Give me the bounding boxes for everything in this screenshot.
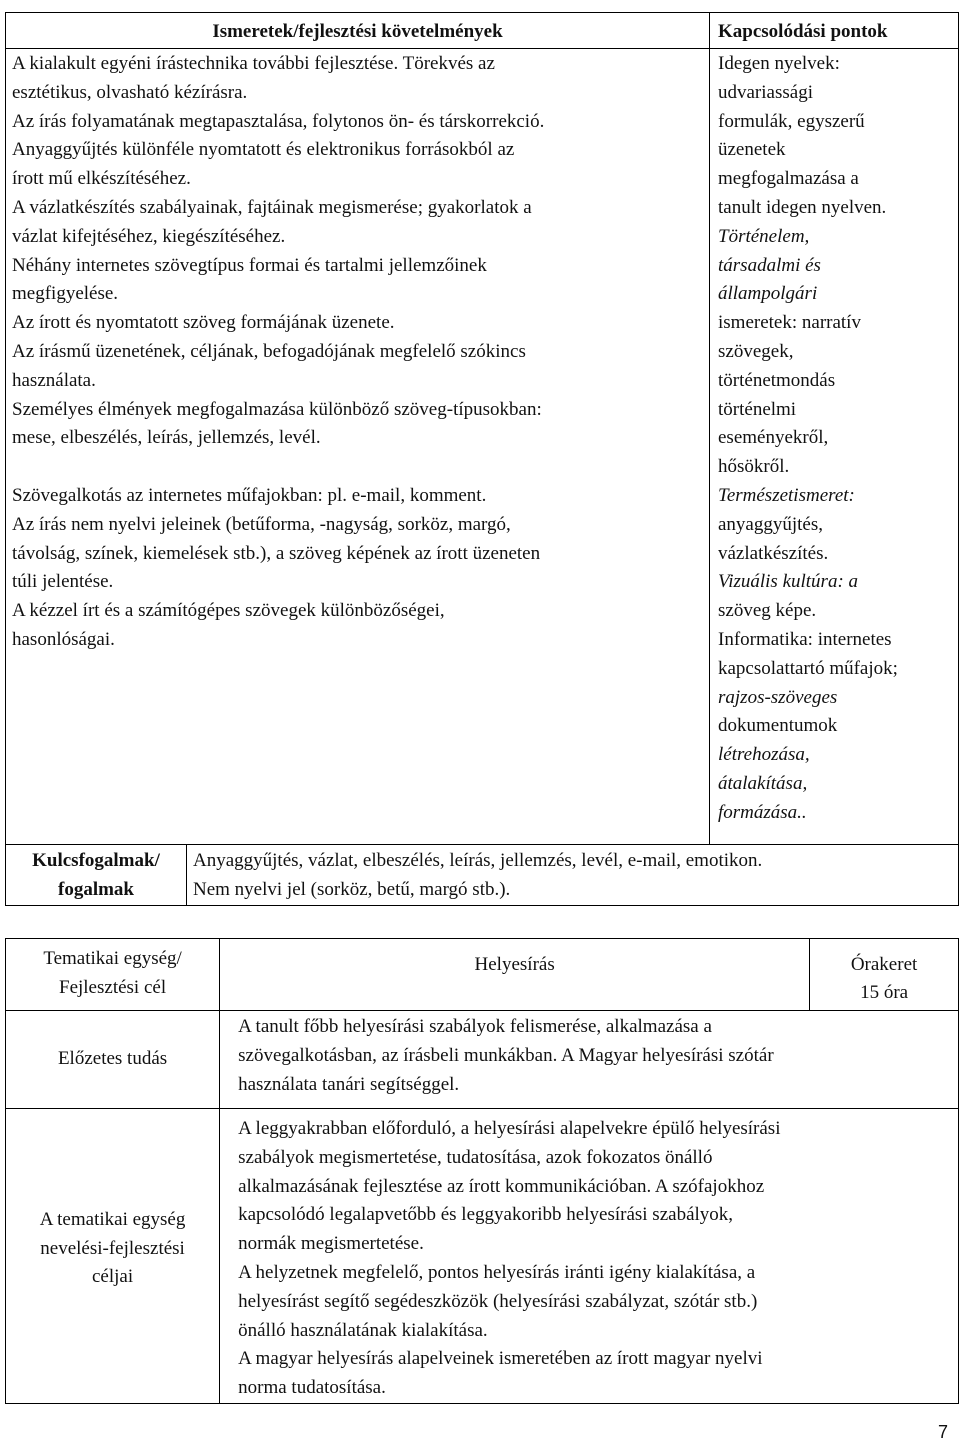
prior-knowledge-lines [238,1013,952,1099]
header-connections [710,13,959,49]
key-concepts-label [6,845,187,906]
text-line: írott mű elkészítéséhez. [12,168,191,190]
text-line: ismeretek: narratív [718,312,861,334]
text-line: vázlatkészítés. [718,542,829,564]
prior-knowledge-cell [220,1011,959,1109]
text-line [12,453,703,482]
requirements-table [5,12,959,906]
text-line: használata. [12,369,96,391]
text-line: állampolgári [718,283,818,305]
text-line: formulák, egyszerű [718,110,865,132]
text-line: Anyaggyűjtés különféle nyomtatott és elektronikus forrásokból az [12,139,515,161]
text-line: távolság, színek, kiemelések stb.), a szöveg képének az írott üzeneten [12,542,541,564]
text-line: udvariassági [718,81,813,103]
text-line: Szövegalkotás az internetes műfajokban: pl. e-mail, komment. [12,484,487,506]
text-line: dokumentumok [718,715,838,737]
goals-label [6,1109,220,1404]
header-requirements-text: Ismeretek/fejlesztési követelmények [212,21,503,42]
text-line: üzenetek [718,139,786,161]
thematic-unit-table [5,938,959,1404]
page-number: 7 [937,1422,948,1442]
goals-label-line: céljai [91,1266,134,1288]
thematic-unit-label-line: Tematikai egység/ [43,948,182,969]
topic-cell [220,939,810,1011]
key-concepts-cell [187,845,959,906]
connections-lines [718,50,958,828]
text-line: Idegen nyelvek: [718,53,840,74]
text-line: Természetismeret: [718,484,855,506]
text-line: norma tudatosítása. [238,1377,386,1399]
text-line: eseményekről, [718,427,829,449]
text-line: Személyes élmények megfogalmazása különböző szöveg-típusokban: [12,398,542,420]
text-line: A helyzetnek megfelelő, pontos helyesírás iránti igény kialakítása, a [238,1261,756,1283]
topic-title: Helyesírás [474,954,555,975]
text-line: esztétikus, olvasható kézírásra. [12,81,248,103]
text-line: szövegek, [718,340,794,362]
text-line: történelmi [718,398,797,420]
goals-cell [220,1109,959,1404]
text-line: Az írott és nyomtatott szöveg formájának üzenete. [12,312,395,334]
requirements-lines [12,50,703,655]
key-concepts-line: Nem nyelvi jel (sorköz, betű, margó stb.). [193,878,511,900]
key-concepts-label-line: Kulcsfogalmak/ [32,850,160,871]
text-line: szövegalkotásban, az írásbeli munkákban. A Magyar helyesírási szótár [238,1044,774,1066]
text-line: vázlat kifejtéséhez, kiegészítéséhez. [12,225,286,247]
text-line: A kialakult egyéni írástechnika további fejlesztése. Törekvés az [12,53,495,74]
text-line: szöveg képe. [718,600,817,622]
text-line: hősökről. [718,456,790,478]
connections-cell [710,49,959,845]
text-line: Az írás nem nyelvi jeleinek (betűforma, -nagyság, sorköz, margó, [12,513,511,535]
text-line: megfogalmazása a [718,168,859,190]
text-line: önálló használatának kialakítása. [238,1319,488,1341]
prior-knowledge-label [6,1011,220,1109]
header-connections-text: Kapcsolódási pontok [718,21,888,42]
text-line: mese, elbeszélés, leírás, jellemzés, levél. [12,427,321,449]
goals-label-line: nevelési-fejlesztési [40,1237,185,1259]
text-line: rajzos-szöveges [718,686,838,708]
text-line: szabályok megismertetése, tudatosítása, azok fokozatos önálló [238,1146,713,1168]
goals-lines [238,1115,952,1403]
text-line: túli jelentése. [12,571,114,593]
text-line: alkalmazásának fejlesztése az írott kommunikációban. A szófajokhoz [238,1175,765,1197]
text-line: Vizuális kultúra: a [718,571,859,593]
text-line: Az írás folyamatának megtapasztalása, folytonos ön- és társkorrekció. [12,110,545,132]
text-line: átalakítása, [718,772,808,794]
text-line: hasonlóságai. [12,628,115,650]
text-line: Az írásmű üzenetének, céljának, befogadójának megfelelő szókincs [12,340,526,362]
text-line: kapcsolattartó műfajok; [718,657,898,679]
text-line: A tanult főbb helyesírási szabályok felismerése, alkalmazása a [238,1016,712,1037]
time-frame-cell [810,939,959,1011]
text-line: Informatika: internetes [718,628,892,650]
text-line: használata tanári segítséggel. [238,1073,460,1095]
text-line: formázása.. [718,801,807,823]
text-line: Néhány internetes szövegtípus formai és tartalmi jellemzőinek [12,254,487,276]
text-line: történetmondás [718,369,836,391]
text-line: Történelem, [718,225,810,247]
thematic-unit-label [6,939,220,1011]
text-line: A vázlatkészítés szabályainak, fajtáinak megismerése; gyakorlatok a [12,196,532,218]
key-concepts-label-line: fogalmak [58,878,134,900]
text-line: létrehozása, [718,744,810,766]
key-concepts-line: Anyaggyűjtés, vázlat, elbeszélés, leírás, jellemzés, levél, e-mail, emotikon. [193,850,763,871]
text-line: társadalmi és [718,254,821,276]
text-line: kapcsolódó legalapvetőbb és leggyakoribb helyesírási szabályok, [238,1204,734,1226]
text-line: A magyar helyesírás alapelveinek ismeretében az írott magyar nyelvi [238,1348,763,1370]
goals-label-line: A tematikai egység [39,1208,186,1230]
header-requirements [6,13,710,49]
requirements-cell [6,49,710,845]
thematic-unit-label-line: Fejlesztési cél [59,976,167,998]
time-frame-value: 15 óra [860,982,909,1003]
text-line: megfigyelése. [12,283,119,305]
text-line: tanult idegen nyelven. [718,196,887,218]
time-frame-label: Órakeret [850,954,918,975]
text-line: A kézzel írt és a számítógépes szövegek különbözőségei, [12,600,445,622]
text-line: helyesírást segítő segédeszközök (helyesírási szabályzat, szótár stb.) [238,1290,758,1312]
text-line: normák megismertetése. [238,1233,424,1255]
text-line: anyaggyűjtés, [718,513,824,535]
text-line: A leggyakrabban előforduló, a helyesírási alapelvekre épülő helyesírási [238,1118,781,1139]
prior-knowledge-label-text: Előzetes tudás [57,1048,168,1070]
